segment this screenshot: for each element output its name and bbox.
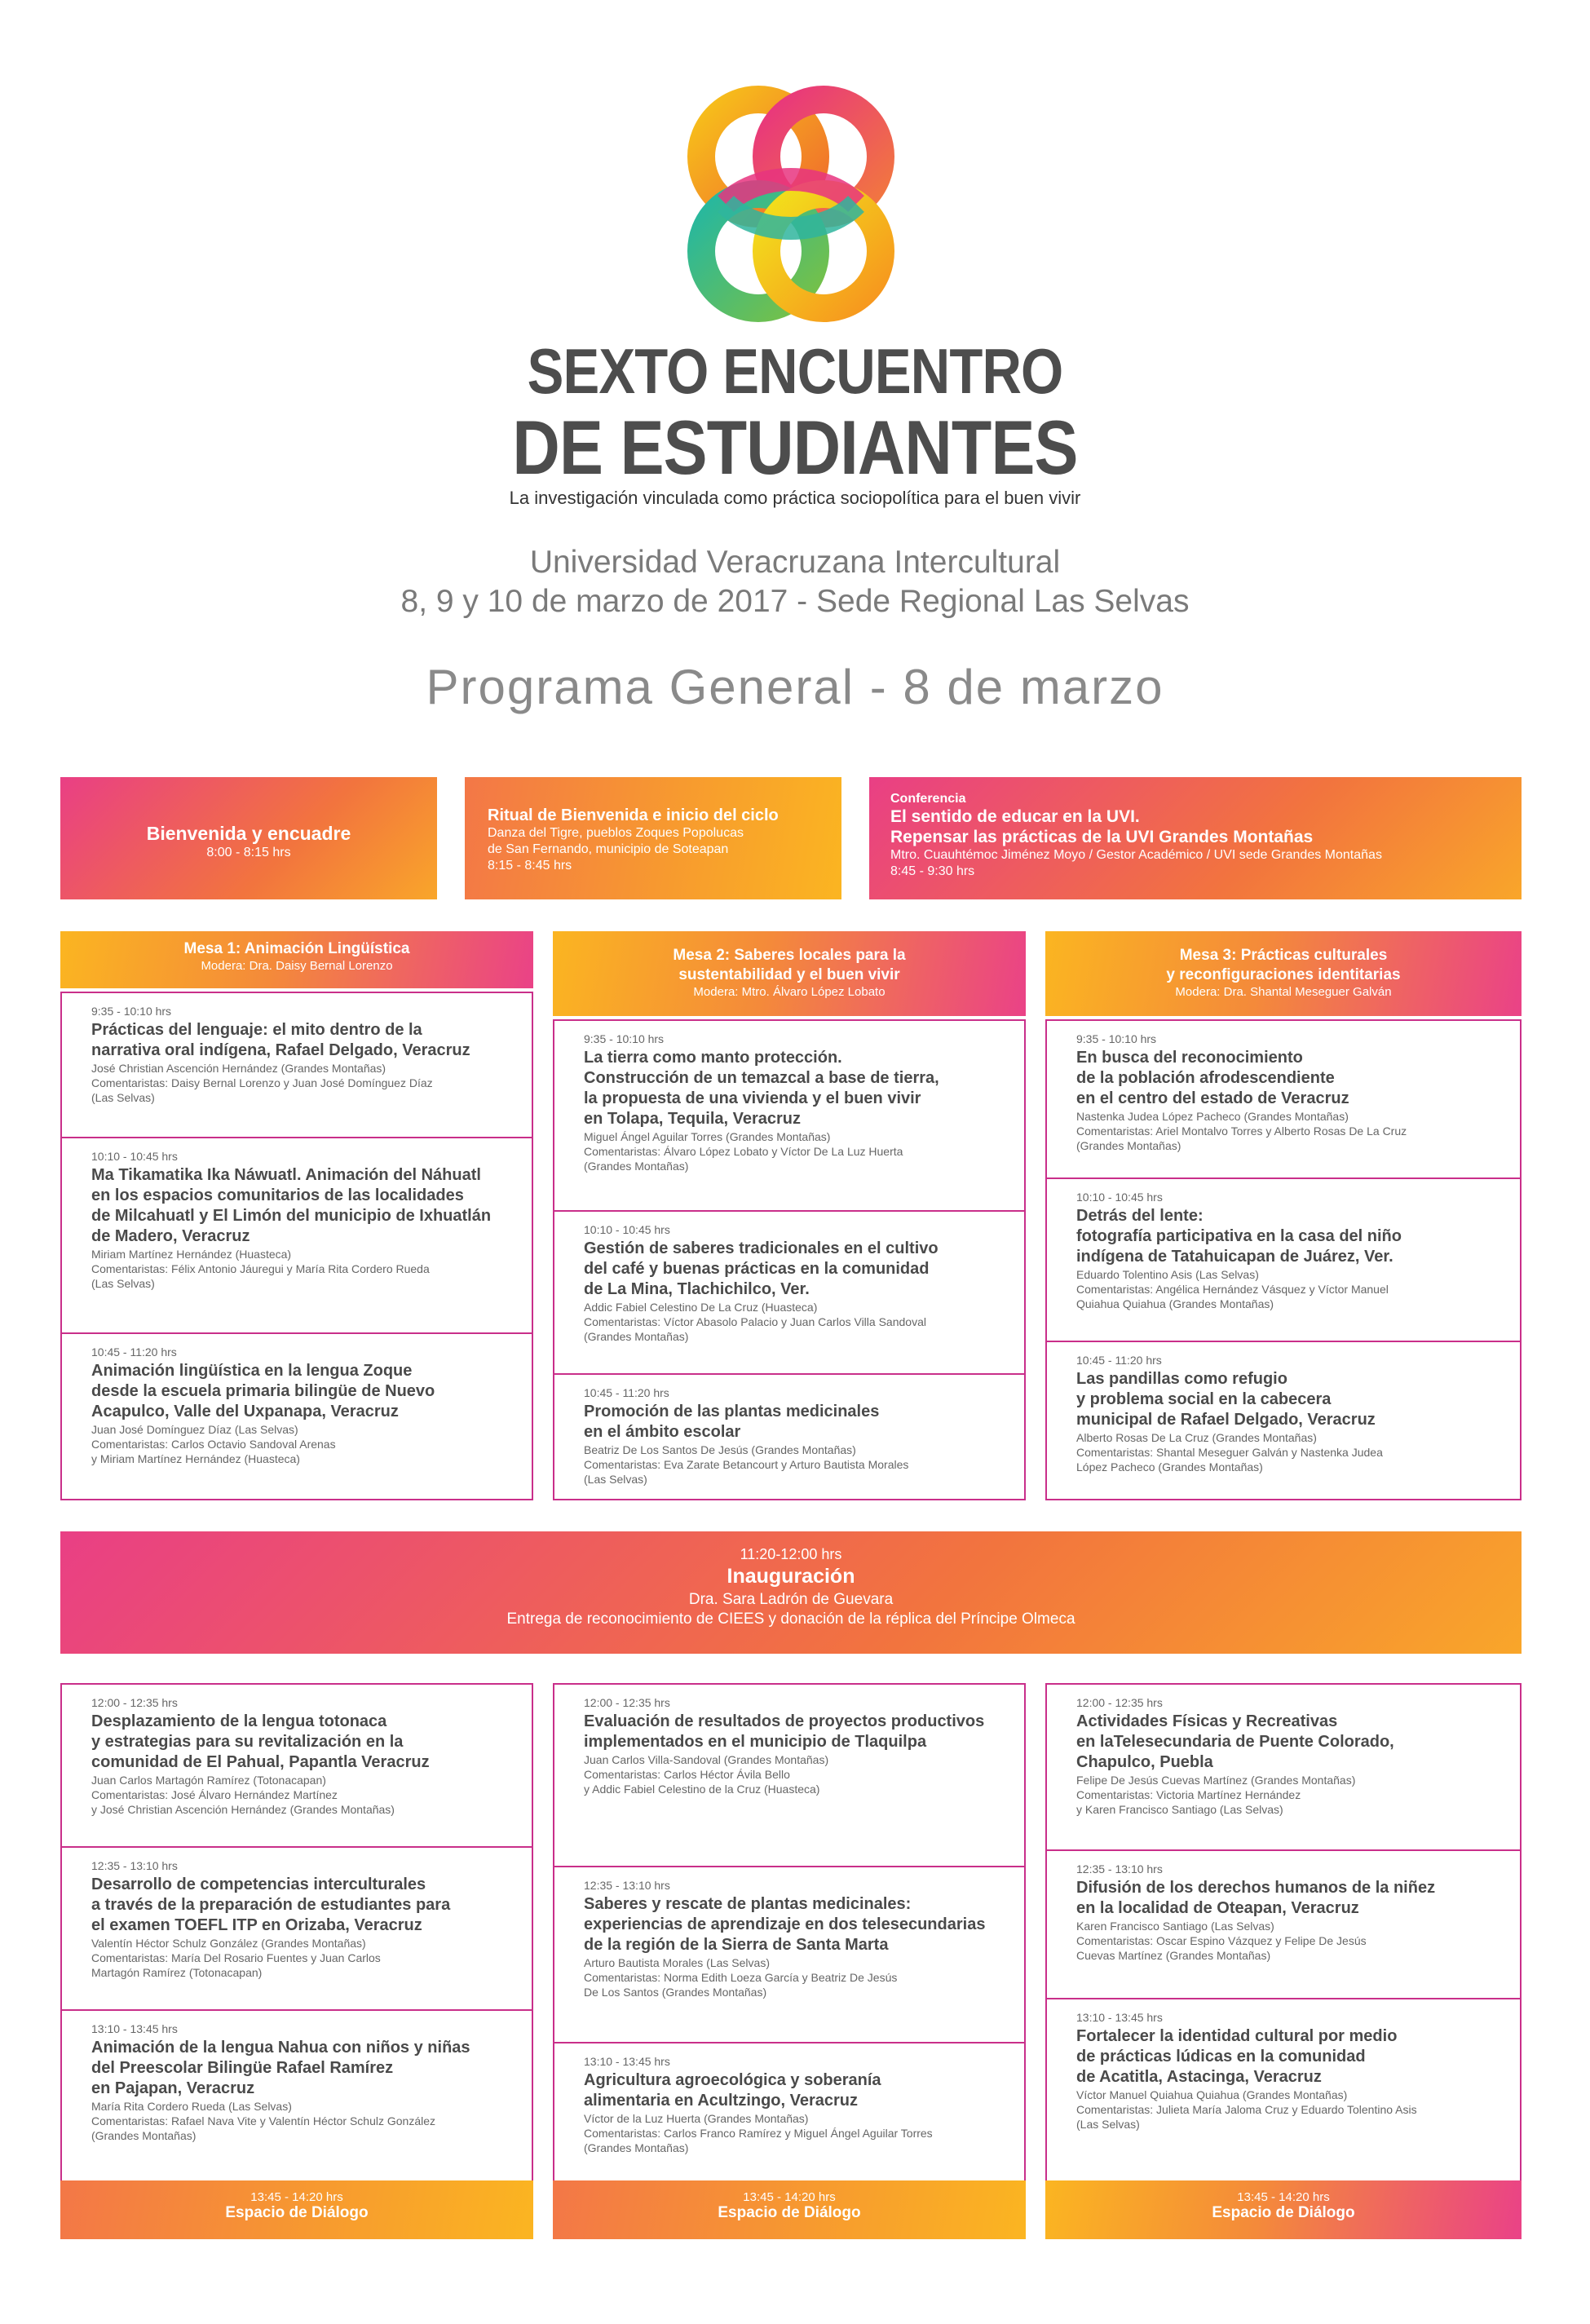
talk-time: 10:45 - 11:20 hrs xyxy=(584,1386,669,1399)
mesa-moderator: Modera: Dra. Shantal Meseguer Galván xyxy=(1175,985,1392,999)
event-conferencia xyxy=(869,777,1522,899)
talk-title: Animación lingüística en la lengua Zoque desde la escuela primaria bilingüe de Nuevo Acapulco, Valle del Uxpanapa, Veracruz xyxy=(91,1362,435,1420)
talk-time: 12:00 - 12:35 hrs xyxy=(91,1696,178,1709)
dialogo-footer-1 xyxy=(60,2180,533,2239)
talk-commentators: Comentaristas: Álvaro López Lobato y Víctor De La Luz Huerta (Grandes Montañas) xyxy=(584,1145,903,1173)
talk-slot xyxy=(553,2042,1026,2182)
university-name: Universidad Veracruzana Intercultural xyxy=(529,545,1061,580)
event-kicker: Conferencia xyxy=(890,792,966,806)
talk-time: 13:10 - 13:45 hrs xyxy=(584,2055,670,2068)
inauguracion-time: 11:20-12:00 hrs xyxy=(740,1546,842,1562)
mesa-header-3 xyxy=(1045,931,1522,1016)
event-title-line1: SEXTO ENCUENTRO xyxy=(527,335,1063,407)
talk-time: 10:10 - 10:45 hrs xyxy=(91,1150,178,1163)
talk-author: Beatriz De Los Santos De Jesús (Grandes Montañas) xyxy=(584,1443,856,1456)
talk-time: 9:35 - 10:10 hrs xyxy=(91,1005,172,1018)
talk-slot xyxy=(1045,1019,1522,1179)
event-dates: 8, 9 y 10 de marzo de 2017 - Sede Regional Las Selvas xyxy=(400,584,1190,619)
talk-slot xyxy=(60,992,533,1138)
dialogo-footer-2 xyxy=(553,2180,1026,2239)
talk-author: Arturo Bautista Morales (Las Selvas) xyxy=(584,1956,770,1969)
talk-commentators: Comentaristas: José Álvaro Hernández Martínez y José Christian Ascención Hernández (Grandes Montañas) xyxy=(91,1788,395,1816)
mesa-moderator: Modera: Dra. Daisy Bernal Lorenzo xyxy=(201,959,393,973)
talk-slot xyxy=(60,1137,533,1334)
talk-author: José Christian Ascención Hernández (Grandes Montañas) xyxy=(91,1062,386,1075)
talk-title: Fortalecer la identidad cultural por medio de prácticas lúdicas en la comunidad de Acatitla, Astacinga, Veracruz xyxy=(1076,2027,1398,2086)
event-desc: Mtro. Cuauhtémoc Jiménez Moyo / Gestor Académico / UVI sede Grandes Montañas xyxy=(890,848,1382,862)
talk-title: Desarrollo de competencias interculturales a través de la preparación de estudiantes para el examen TOEFL ITP en Orizaba, Veracruz xyxy=(91,1876,451,1934)
talk-author: Miriam Martínez Hernández (Huasteca) xyxy=(91,1248,292,1261)
talk-title: Detrás del lente: fotografía participativa en la casa del niño indígena de Tatahuicapan de Juárez, Ver. xyxy=(1076,1207,1402,1266)
talk-author: Miguel Ángel Aguilar Torres (Grandes Montañas) xyxy=(584,1130,831,1143)
talk-commentators: Comentaristas: Victoria Martínez Hernández y Karen Francisco Santiago (Las Selvas) xyxy=(1076,1788,1301,1816)
encuentro-logo xyxy=(669,82,913,326)
talk-commentators: Comentaristas: Norma Edith Loeza García y Beatriz De Jesús De Los Santos (Grandes Montañas) xyxy=(584,1971,898,1999)
talk-author: Juan Carlos Villa-Sandoval (Grandes Montañas) xyxy=(584,1753,829,1766)
talk-title: Animación de la lengua Nahua con niños y niñas del Preescolar Bilingüe Rafael Ramírez en Pajapan, Veracruz xyxy=(91,2039,470,2097)
talk-author: Karen Francisco Santiago (Las Selvas) xyxy=(1076,1920,1274,1933)
talk-slot xyxy=(1045,1177,1522,1342)
mesa-header-1 xyxy=(60,931,533,988)
mesa-header-2 xyxy=(553,931,1026,1016)
talk-slot xyxy=(60,1332,533,1500)
talk-time: 12:35 - 13:10 hrs xyxy=(1076,1862,1163,1876)
dialogo-label: Espacio de Diálogo xyxy=(1212,2204,1355,2221)
talk-title: La tierra como manto protección. Construcción de un temazcal a base de tierra, la propuesta de una vivienda y el buen vivir en Tolapa, Tequila, Veracruz xyxy=(584,1049,939,1128)
talk-time: 12:00 - 12:35 hrs xyxy=(584,1696,670,1709)
event-title-line2: DE ESTUDIANTES xyxy=(512,404,1078,490)
dialogo-label: Espacio de Diálogo xyxy=(225,2204,369,2221)
talk-commentators: Comentaristas: Eva Zarate Betancourt y Arturo Bautista Morales (Las Selvas) xyxy=(584,1458,909,1486)
inauguracion-speaker: Dra. Sara Ladrón de Guevara xyxy=(688,1591,894,1608)
event-label: Ritual de Bienvenida e inicio del ciclo xyxy=(488,806,779,824)
talk-time: 10:45 - 11:20 hrs xyxy=(91,1345,177,1359)
event-label: El sentido de educar en la UVI. Repensar las prácticas de la UVI Grandes Montañas xyxy=(890,807,1314,846)
talk-time: 10:10 - 10:45 hrs xyxy=(1076,1191,1163,1204)
talk-commentators: Comentaristas: Daisy Bernal Lorenzo y Juan José Domínguez Díaz (Las Selvas) xyxy=(91,1076,433,1104)
talk-commentators: Comentaristas: Shantal Meseguer Galván y Nastenka Judea López Pacheco (Grandes Montañas) xyxy=(1076,1446,1383,1473)
mesa-title: Mesa 3: Prácticas culturales y reconfiguraciones identitarias xyxy=(1166,947,1401,983)
talk-title: Evaluación de resultados de proyectos productivos implementados en el municipio de Tlaquilpa xyxy=(584,1712,985,1751)
talk-commentators: Comentaristas: Ariel Montalvo Torres y Alberto Rosas De La Cruz (Grandes Montañas) xyxy=(1076,1124,1407,1152)
talk-author: Víctor Manuel Quiahua Quiahua (Grandes Montañas) xyxy=(1076,2088,1348,2101)
dialogo-time: 13:45 - 14:20 hrs xyxy=(1237,2190,1330,2204)
talk-time: 12:35 - 13:10 hrs xyxy=(584,1879,670,1892)
talk-time: 10:45 - 11:20 hrs xyxy=(1076,1354,1162,1367)
talk-title: Promoción de las plantas medicinales en el ámbito escolar xyxy=(584,1403,880,1441)
inauguracion-title: Inauguración xyxy=(727,1565,855,1588)
talk-commentators: Comentaristas: Carlos Héctor Ávila Bello y Addic Fabiel Celestino de la Cruz (Huasteca) xyxy=(584,1768,820,1796)
dialogo-label: Espacio de Diálogo xyxy=(718,2204,861,2221)
talk-slot xyxy=(553,1683,1026,1867)
talk-time: 9:35 - 10:10 hrs xyxy=(1076,1032,1157,1045)
mesa-title: Mesa 1: Animación Lingüística xyxy=(183,940,410,957)
talk-time: 13:10 - 13:45 hrs xyxy=(1076,2011,1163,2024)
inauguracion-banner xyxy=(60,1531,1522,1654)
talk-title: Desplazamiento de la lengua totonaca y estrategias para su revitalización en la comunidad de El Pahual, Papantla Veracruz xyxy=(91,1712,430,1771)
event-tagline: La investigación vinculada como práctica sociopolítica para el buen vivir xyxy=(509,488,1081,508)
event-label: Bienvenida y encuadre xyxy=(146,823,351,844)
talk-commentators: Comentaristas: Félix Antonio Jáuregui y María Rita Cordero Rueda (Las Selvas) xyxy=(91,1262,430,1290)
talk-author: Felipe De Jesús Cuevas Martínez (Grandes Montañas) xyxy=(1076,1774,1356,1787)
event-desc: Danza del Tigre, pueblos Zoques Popolucas de San Fernando, municipio de Soteapan xyxy=(488,826,744,856)
talk-commentators: Comentaristas: Carlos Franco Ramírez y Miguel Ángel Aguilar Torres (Grandes Montañas) xyxy=(584,2127,933,2154)
talk-commentators: Comentaristas: Angélica Hernández Vásquez y Víctor Manuel Quiahua Quiahua (Grandes Montañas) xyxy=(1076,1283,1389,1310)
talk-commentators: Comentaristas: Oscar Espino Vázquez y Felipe De Jesús Cuevas Martínez (Grandes Montañas) xyxy=(1076,1934,1367,1962)
event-time: 8:45 - 9:30 hrs xyxy=(890,864,975,878)
event-bienvenida xyxy=(60,777,437,899)
talk-commentators: Comentaristas: Víctor Abasolo Palacio y Juan Carlos Villa Sandoval (Grandes Montañas) xyxy=(584,1315,926,1343)
talk-slot xyxy=(60,1846,533,2011)
talk-slot xyxy=(60,2009,533,2182)
talk-commentators: Comentaristas: Julieta María Jaloma Cruz y Eduardo Tolentino Asis (Las Selvas) xyxy=(1076,2103,1417,2131)
talk-slot xyxy=(553,1373,1026,1500)
talk-author: Alberto Rosas De La Cruz (Grandes Montañas) xyxy=(1076,1431,1317,1444)
talk-author: Víctor de la Luz Huerta (Grandes Montañas) xyxy=(584,2112,809,2125)
dialogo-time: 13:45 - 14:20 hrs xyxy=(743,2190,836,2204)
talk-title: En busca del reconocimiento de la población afrodescendiente en el centro del estado de Veracruz xyxy=(1076,1049,1349,1107)
mesa-title: Mesa 2: Saberes locales para la sustentabilidad y el buen vivir xyxy=(673,947,906,983)
talk-slot xyxy=(60,1683,533,1848)
talk-slot xyxy=(553,1866,1026,2043)
talk-time: 12:35 - 13:10 hrs xyxy=(91,1859,178,1872)
talk-commentators: Comentaristas: María Del Rosario Fuentes y Juan Carlos Martagón Ramírez (Totonacapan) xyxy=(91,1951,381,1979)
event-time: 8:00 - 8:15 hrs xyxy=(206,846,291,859)
talk-time: 10:10 - 10:45 hrs xyxy=(584,1223,670,1236)
inauguracion-desc: Entrega de reconocimiento de CIEES y donación de la réplica del Príncipe Olmeca xyxy=(506,1610,1075,1628)
talk-time: 12:00 - 12:35 hrs xyxy=(1076,1696,1163,1709)
talk-author: María Rita Cordero Rueda (Las Selvas) xyxy=(91,2100,292,2113)
talk-title: Actividades Físicas y Recreativas en laTelesecundaria de Puente Colorado, Chapulco, Puebla xyxy=(1076,1712,1394,1771)
mesa-moderator: Modera: Mtro. Álvaro López Lobato xyxy=(693,985,886,999)
talk-slot xyxy=(1045,1849,1522,1999)
talk-slot xyxy=(1045,1683,1522,1851)
talk-time: 9:35 - 10:10 hrs xyxy=(584,1032,665,1045)
talk-author: Addic Fabiel Celestino De La Cruz (Huasteca) xyxy=(584,1301,818,1314)
talk-slot xyxy=(1045,1998,1522,2182)
talk-author: Eduardo Tolentino Asis (Las Selvas) xyxy=(1076,1268,1259,1281)
event-ritual xyxy=(465,777,841,899)
talk-title: Saberes y rescate de plantas medicinales: experiencias de aprendizaje en dos telesecundarias de la región de la Sierra de Santa Marta xyxy=(584,1895,986,1954)
talk-slot xyxy=(1045,1341,1522,1500)
dialogo-time: 13:45 - 14:20 hrs xyxy=(250,2190,343,2204)
talk-commentators: Comentaristas: Carlos Octavio Sandoval Arenas y Miriam Martínez Hernández (Huasteca) xyxy=(91,1438,336,1465)
talk-commentators: Comentaristas: Rafael Nava Vite y Valentín Héctor Schulz González (Grandes Montañas) xyxy=(91,2114,436,2142)
program-title: Programa General - 8 de marzo xyxy=(426,660,1164,714)
talk-author: Valentín Héctor Schulz González (Grandes Montañas) xyxy=(91,1937,366,1950)
talk-title: Gestión de saberes tradicionales en el cultivo del café y buenas prácticas en la comunidad de La Mina, Tlachichilco, Ver. xyxy=(584,1239,939,1298)
talk-title: Ma Tikamatika Ika Náwuatl. Animación del Náhuatl en los espacios comunitarios de las localidades de Milcahuatl y El Limón del municipio de Ixhuatlán de Madero, Veracruz xyxy=(91,1166,492,1245)
talk-slot xyxy=(553,1019,1026,1212)
talk-time: 13:10 - 13:45 hrs xyxy=(91,2022,178,2035)
event-time: 8:15 - 8:45 hrs xyxy=(488,859,572,873)
talk-author: Nastenka Judea López Pacheco (Grandes Montañas) xyxy=(1076,1110,1349,1123)
talk-slot xyxy=(553,1210,1026,1375)
talk-title: Agricultura agroecológica y soberanía alimentaria en Acultzingo, Veracruz xyxy=(584,2071,881,2110)
talk-title: Las pandillas como refugio y problema social en la cabecera municipal de Rafael Delgado, Veracruz xyxy=(1076,1370,1376,1429)
dialogo-footer-3 xyxy=(1045,2180,1522,2239)
talk-author: Juan Carlos Martagón Ramírez (Totonacapan) xyxy=(91,1774,326,1787)
talk-title: Prácticas del lenguaje: el mito dentro de la narrativa oral indígena, Rafael Delgado, Veracruz xyxy=(91,1021,470,1059)
talk-title: Difusión de los derechos humanos de la niñez en la localidad de Oteapan, Veracruz xyxy=(1076,1879,1436,1917)
talk-author: Juan José Domínguez Díaz (Las Selvas) xyxy=(91,1423,298,1436)
